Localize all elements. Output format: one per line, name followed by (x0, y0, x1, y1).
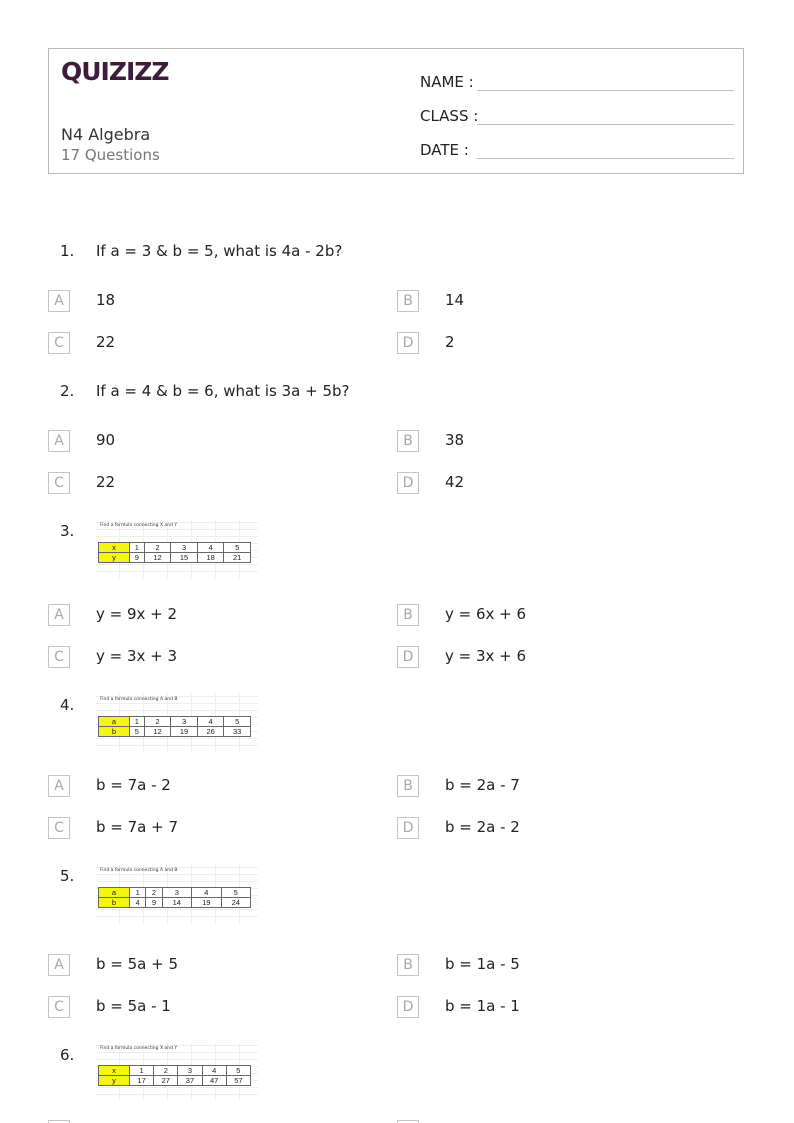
table-cell: 2 (144, 717, 171, 727)
option-c-text: b = 5a - 1 (96, 997, 171, 1015)
option-b-text: 14 (445, 291, 465, 309)
table-cell: 5 (130, 727, 145, 737)
table-cell: a (99, 717, 130, 727)
quiz-title: N4 Algebra (61, 125, 151, 144)
option-b-box[interactable]: B (397, 954, 419, 976)
question-table-image (96, 694, 258, 752)
question-table-image (96, 865, 258, 923)
option-b-box[interactable]: B (397, 290, 419, 312)
table-cell: 9 (130, 553, 145, 563)
question-number: 1. (60, 242, 75, 260)
table-cell: 3 (178, 1066, 202, 1076)
quizizz-logo: QUIZIZZ (61, 57, 169, 86)
option-d-text: b = 1a - 1 (445, 997, 520, 1015)
option-d-text: 42 (445, 473, 465, 491)
table-cell: 19 (171, 727, 198, 737)
table-cell: 18 (197, 553, 224, 563)
table-cell: y (99, 553, 130, 563)
table-cell: 4 (197, 543, 224, 553)
table-cell: 5 (221, 888, 251, 898)
name-field[interactable] (420, 67, 734, 91)
option-d-box[interactable]: D (397, 817, 419, 839)
question-number: 3. (60, 522, 75, 540)
option-a-text: b = 7a - 2 (96, 776, 171, 794)
table-cell: 15 (171, 553, 198, 563)
option-b-text: y = 6x + 6 (445, 605, 527, 623)
worksheet-header (48, 48, 744, 174)
question-table-image (96, 520, 258, 578)
option-d-box[interactable]: D (397, 472, 419, 494)
question-number: 5. (60, 867, 75, 885)
table-cell: 1 (130, 717, 145, 727)
option-c-text: y = 3x + 3 (96, 647, 178, 665)
option-c-box[interactable]: C (48, 646, 70, 668)
option-a-text: b = 5a + 5 (96, 955, 179, 973)
table-cell: 5 (226, 1066, 250, 1076)
question-text: If a = 4 & b = 6, what is 3a + 5b? (96, 382, 350, 400)
table-cell: 12 (144, 727, 171, 737)
option-c-text: b = 7a + 7 (96, 818, 179, 836)
table-cell: 3 (171, 717, 198, 727)
table-cell: y (99, 1076, 130, 1086)
option-d-text: 2 (445, 333, 455, 351)
question-count: 17 Questions (61, 146, 160, 164)
option-d-text: b = 2a - 2 (445, 818, 520, 836)
value-table (98, 542, 251, 563)
table-cell: 37 (178, 1076, 202, 1086)
table-cell: 9 (146, 898, 162, 908)
option-a-text: 90 (96, 431, 116, 449)
table-caption: Find a formula connecting A and B (100, 697, 178, 702)
table-cell: 47 (202, 1076, 226, 1086)
option-c-box[interactable]: C (48, 996, 70, 1018)
table-cell: 5 (224, 717, 251, 727)
class-line[interactable] (477, 110, 734, 125)
table-cell: 3 (171, 543, 198, 553)
table-cell: 4 (197, 717, 224, 727)
table-cell: 1 (130, 543, 145, 553)
table-caption: Find a formula connecting A and B (100, 868, 178, 873)
table-cell: 3 (162, 888, 191, 898)
table-cell: x (99, 1066, 130, 1076)
table-caption: Find a formula connecting X and Y (100, 1046, 178, 1051)
date-label: DATE : (420, 141, 469, 159)
question-number: 6. (60, 1046, 75, 1064)
table-cell: 21 (224, 553, 251, 563)
option-b-box[interactable]: B (397, 430, 419, 452)
date-line[interactable] (477, 144, 734, 159)
option-d-box[interactable]: D (397, 332, 419, 354)
table-cell: 27 (154, 1076, 178, 1086)
table-cell: 1 (130, 888, 146, 898)
table-cell: b (99, 898, 130, 908)
question-number: 2. (60, 382, 75, 400)
option-a-box[interactable]: A (48, 430, 70, 452)
question-number: 4. (60, 696, 75, 714)
name-line[interactable] (477, 76, 734, 91)
option-a-box[interactable]: A (48, 290, 70, 312)
table-cell: 2 (154, 1066, 178, 1076)
table-caption: Find a formula connecting X and Y (100, 523, 178, 528)
option-c-box[interactable]: C (48, 472, 70, 494)
table-cell: 17 (130, 1076, 154, 1086)
table-cell: 57 (226, 1076, 250, 1086)
option-b-text: 38 (445, 431, 465, 449)
option-c-box[interactable]: C (48, 817, 70, 839)
table-cell: a (99, 888, 130, 898)
option-a-box[interactable]: A (48, 954, 70, 976)
table-cell: 4 (202, 1066, 226, 1076)
table-cell: 2 (144, 543, 171, 553)
table-cell: 24 (221, 898, 251, 908)
option-d-box[interactable]: D (397, 646, 419, 668)
date-field[interactable] (420, 135, 734, 159)
option-d-box[interactable]: D (397, 996, 419, 1018)
table-cell: 14 (162, 898, 191, 908)
option-b-box[interactable]: B (397, 775, 419, 797)
table-cell: 4 (130, 898, 146, 908)
option-c-text: 22 (96, 473, 116, 491)
table-cell: 4 (192, 888, 221, 898)
option-a-box[interactable]: A (48, 604, 70, 626)
class-label: CLASS : (420, 107, 479, 125)
table-cell: 2 (146, 888, 162, 898)
value-table (98, 1065, 251, 1086)
option-b-box[interactable]: B (397, 604, 419, 626)
value-table (98, 887, 251, 908)
table-cell: 33 (224, 727, 251, 737)
question-table-image (96, 1043, 258, 1101)
table-cell: 19 (192, 898, 221, 908)
question-text: If a = 3 & b = 5, what is 4a - 2b? (96, 242, 343, 260)
option-d-text: y = 3x + 6 (445, 647, 527, 665)
table-cell: 1 (130, 1066, 154, 1076)
option-c-box[interactable]: C (48, 332, 70, 354)
option-a-box[interactable]: A (48, 775, 70, 797)
option-a-text: y = 9x + 2 (96, 605, 178, 623)
table-cell: b (99, 727, 130, 737)
option-b-text: b = 2a - 7 (445, 776, 520, 794)
table-cell: 26 (197, 727, 224, 737)
option-a-text: 18 (96, 291, 116, 309)
table-cell: x (99, 543, 130, 553)
value-table (98, 716, 251, 737)
option-b-text: b = 1a - 5 (445, 955, 520, 973)
name-label: NAME : (420, 73, 474, 91)
class-field[interactable] (420, 101, 734, 125)
option-c-text: 22 (96, 333, 116, 351)
table-cell: 12 (144, 553, 171, 563)
table-cell: 5 (224, 543, 251, 553)
